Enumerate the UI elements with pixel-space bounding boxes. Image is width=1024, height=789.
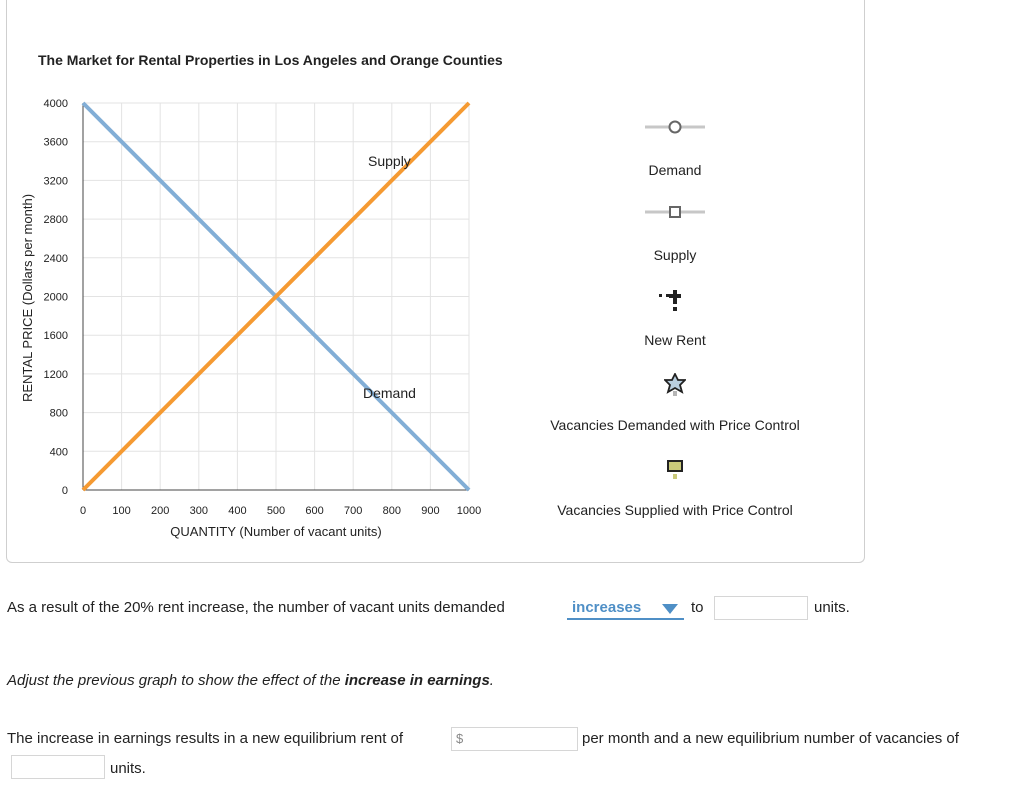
- x-tick-label: 1000: [456, 505, 482, 517]
- y-tick-label: 800: [49, 407, 68, 420]
- equilibrium-rent-input[interactable]: [451, 727, 578, 751]
- y-tick-label: 2800: [43, 214, 68, 227]
- x-tick-label: 800: [382, 505, 401, 517]
- y-tick-label: 4000: [43, 98, 68, 110]
- y-tick-label: 0: [61, 485, 68, 497]
- x-tick-label: 100: [112, 505, 131, 517]
- legend-label-supply: Supply: [653, 247, 697, 263]
- x-tick-label: 600: [305, 505, 324, 517]
- plus-marker-icon[interactable]: [656, 288, 686, 312]
- x-tick-label: 300: [189, 505, 208, 517]
- supply-curve-label: Supply: [368, 153, 411, 169]
- question1-suffix: units.: [814, 599, 850, 616]
- equilibrium-vacancies-input[interactable]: [11, 755, 105, 779]
- legend-label-vacancies-supplied: Vacancies Supplied with Price Control: [557, 502, 793, 518]
- y-tick-label: 1200: [43, 368, 68, 381]
- y-tick-label: 1600: [43, 330, 68, 343]
- x-tick-label: 900: [421, 505, 440, 517]
- y-tick-label: 3200: [43, 175, 68, 188]
- y-tick-label: 3600: [43, 136, 68, 149]
- legend-label-vacancies-demanded: Vacancies Demanded with Price Control: [550, 417, 800, 433]
- x-axis-title: QUANTITY (Number of vacant units): [170, 524, 382, 539]
- change-dropdown[interactable]: [567, 596, 684, 620]
- question3-text1: The increase in earnings results in a new equilibrium rent of: [7, 730, 404, 747]
- chart-title: The Market for Rental Properties in Los Angeles and Orange Counties: [38, 52, 503, 68]
- question1-text: As a result of the 20% rent increase, the number of vacant units demanded: [7, 599, 505, 616]
- star-marker-icon[interactable]: [664, 373, 686, 397]
- chevron-down-icon: [662, 604, 678, 614]
- question2-text: Adjust the previous graph to show the effect of the increase in earnings.: [7, 672, 494, 689]
- dropdown-value: increases: [572, 599, 642, 616]
- x-tick-label: 500: [266, 505, 286, 517]
- question3-text2: per month and a new equilibrium number of vacancies of: [582, 730, 959, 747]
- y-tick-label: 2400: [43, 252, 68, 265]
- demand-curve-label: Demand: [363, 385, 416, 401]
- rect-marker-icon[interactable]: [666, 459, 686, 483]
- currency-prefix: $: [456, 731, 464, 746]
- legend-label-new-rent: New Rent: [644, 332, 706, 348]
- x-tick-label: 400: [228, 505, 247, 517]
- legend-label-demand: Demand: [648, 162, 702, 178]
- circle-marker-icon[interactable]: [645, 119, 705, 135]
- square-marker-icon[interactable]: [645, 204, 705, 220]
- vacancies-demanded-input[interactable]: [714, 596, 808, 620]
- y-tick-label: 2000: [43, 291, 68, 304]
- x-tick-label: 700: [344, 505, 363, 517]
- y-axis-title: RENTAL PRICE (Dollars per month): [20, 193, 35, 403]
- question1-to: to: [691, 599, 704, 616]
- x-tick-label: 0: [79, 505, 87, 517]
- question3-text3: units.: [110, 760, 146, 777]
- y-tick-label: 400: [49, 446, 68, 459]
- x-tick-label: 200: [151, 505, 170, 517]
